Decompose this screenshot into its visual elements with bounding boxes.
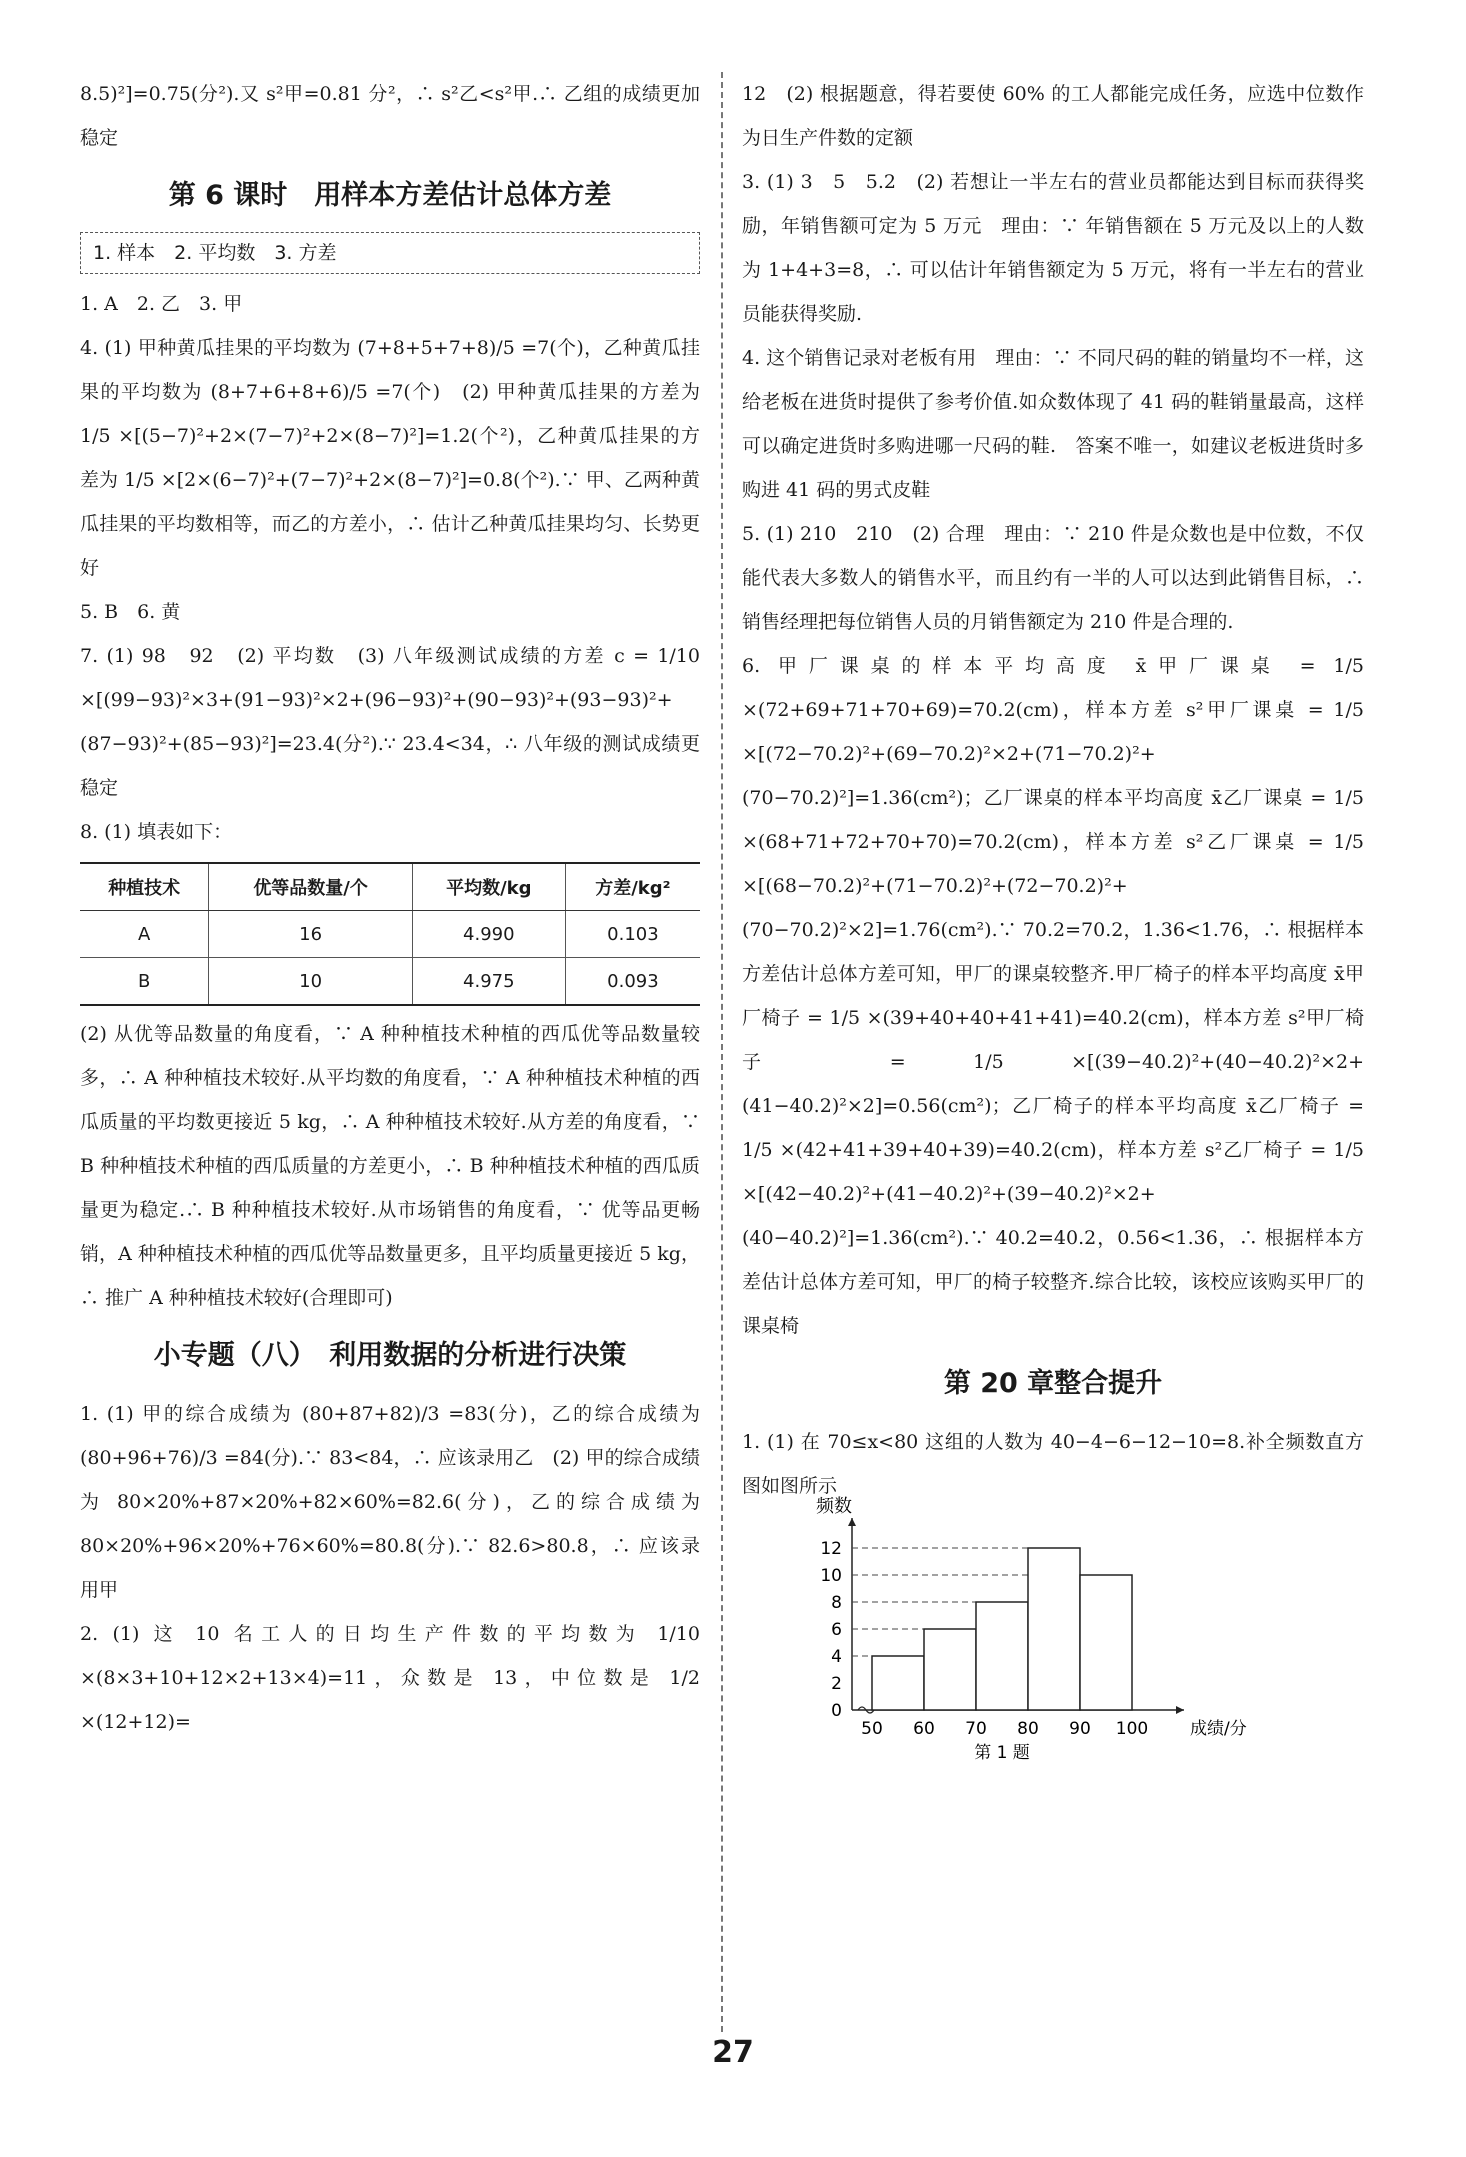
x-tick-label: 100 (1115, 1719, 1149, 1739)
answer-paragraph: 4. (1) 甲种黄瓜挂果的平均数为 (7+8+5+7+8)/5 =7(个)，乙种黄瓜挂果的平均数为 (8+7+6+8+6)/5 =7(个) (2) 甲种黄瓜挂果的方差为 1/5 ×[(5−7)²+2×(7−7)²+2×(8−7)²]=1.2(个²)，乙种黄瓜挂果的方差为 1/5 ×[2×(6−7)²+(7−7)²+2×(8−7)²]=0.8(个²).∵ 甲、乙两种黄瓜挂果的平均数相等，而乙的方差小，∴ 估计乙种黄瓜挂果均匀、长势更好 (80, 337, 700, 579)
right-column (742, 72, 1364, 1768)
y-tick-label: 8 (831, 1593, 842, 1613)
x-tick-label: 70 (965, 1719, 987, 1739)
left-column (80, 72, 700, 1744)
table-cell: B (80, 958, 209, 1006)
answer-paragraph: (2) 从优等品数量的角度看，∵ A 种种植技术种植的西瓜优等品数量较多，∴ A 种种植技术较好.从平均数的角度看，∵ A 种种植技术种植的西瓜质量的平均数更接近 5 kg，∴ A 种种植技术较好.从方差的角度看，∵ B 种种植技术种植的西瓜质量的方差更小，∴ B 种种植技术种植的西瓜质量更为稳定.∴ B 种种植技术较好.从市场销售的角度看，∵ 优等品更畅销，A 种种植技术种植的西瓜优等品数量更多，且平均质量更接近 5 kg，∴ 推广 A 种种植技术较好(合理即可) (80, 1023, 700, 1309)
x-tick-label: 50 (861, 1719, 883, 1739)
page-number: 27 (712, 2035, 754, 2070)
y-tick-label: 4 (831, 1647, 842, 1667)
answer-paragraph: 3. (1) 3 5 5.2 (2) 若想让一半左右的营业员都能达到目标而获得奖励，年销售额可定为 5 万元 理由：∵ 年销售额在 5 万元及以上的人数为 1+4+3=8，∴ 可以估计年销售额定为 5 万元，将有一半左右的营业员能获得奖励. (742, 171, 1364, 325)
y-tick-label: 2 (831, 1674, 842, 1694)
answer-paragraph: 1. (1) 甲的综合成绩为 (80+87+82)/3 =83(分)，乙的综合成绩为 (80+96+76)/3 =84(分).∵ 83<84，∴ 应该录用乙 (2) 甲的综合成绩为 80×20%+87×20%+82×60%=82.6(分)，乙的综合成绩为 80×20%+96×20%+76×60%=80.8(分).∵ 82.6>80.8，∴ 应该录用甲 (80, 1403, 700, 1601)
x-axis-arrow (1176, 1706, 1184, 1714)
figure-caption: 第 1 题 (974, 1743, 1030, 1763)
answer-paragraph: 7. (1) 98 92 (2) 平均数 (3) 八年级测试成绩的方差 c = 1/10 ×[(99−93)²×3+(91−93)²×2+(96−93)²+(90−93)²+(93−93)²+(87−93)²+(85−93)²]=23.4(分²).∵ 23.4<34，∴ 八年级的测试成绩更稳定 (80, 645, 700, 799)
table-cell: 0.103 (565, 911, 700, 958)
answer-paragraph: 4. 这个销售记录对老板有用 理由：∵ 不同尺码的鞋的销量均不一样，这给老板在进货时提供了参考价值.如众数体现了 41 码的鞋销量最高，这样可以确定进货时多购进哪一尺码的鞋. 答案不唯一，如建议老板进货时多购进 41 码的男式皮鞋 (742, 347, 1364, 501)
x-axis-title: 成绩/分 (1190, 1719, 1247, 1739)
table-cell: 16 (209, 911, 412, 958)
table-header-cell: 优等品数量/个 (209, 863, 412, 911)
planting-table (80, 862, 700, 1006)
answer-paragraph: 12 (2) 根据题意，得若要使 60% 的工人都能完成任务，应选中位数作为日生产件数的定额 (742, 83, 1364, 149)
table-header-cell: 方差/kg² (565, 863, 700, 911)
x-tick-label: 90 (1069, 1719, 1091, 1739)
table-cell: A (80, 911, 209, 958)
histogram-bar (924, 1629, 976, 1710)
answer-paragraph: 5. (1) 210 210 (2) 合理 理由：∵ 210 件是众数也是中位数，不仅能代表大多数人的销售水平，而且约有一半的人可以达到此销售目标，∴ 销售经理把每位销售人员的月销售额定为 210 件是合理的. (742, 523, 1364, 633)
x-tick-label: 80 (1017, 1719, 1039, 1739)
frequency-histogram (742, 1496, 1302, 1764)
table-header-cell: 种植技术 (80, 863, 209, 911)
y-tick-label: 10 (820, 1566, 842, 1586)
y-tick-label: 6 (831, 1620, 842, 1640)
answer-box: 1. 样本 2. 平均数 3. 方差 (80, 232, 700, 274)
continuation-paragraph: 8.5)²]=0.75(分²).又 s²甲=0.81 分²，∴ s²乙<s²甲.∴ 乙组的成绩更加稳定 (80, 83, 700, 149)
x-tick-label: 60 (913, 1719, 935, 1739)
table-cell: 10 (209, 958, 412, 1006)
y-tick-label: 12 (820, 1539, 842, 1559)
histogram-bar (1080, 1575, 1132, 1710)
histogram-bar (1028, 1548, 1080, 1710)
table-row (80, 958, 700, 1006)
column-divider (721, 72, 723, 2032)
table-header-cell: 平均数/kg (412, 863, 565, 911)
table-header-row (80, 863, 700, 911)
table-row (80, 911, 700, 958)
special-topic-title: 小专题（八） 利用数据的分析进行决策 (153, 1340, 627, 1371)
y-axis-title: 频数 (816, 1496, 852, 1517)
answer-paragraph: 8. (1) 填表如下： (80, 821, 233, 843)
y-axis-arrow (848, 1518, 856, 1526)
answer-paragraph: 5. B 6. 黄 (80, 601, 181, 623)
table-cell: 0.093 (565, 958, 700, 1006)
answer-paragraph: 1. A 2. 乙 3. 甲 (80, 293, 243, 315)
answer-paragraph: 6. 甲厂课桌的样本平均高度 x̄甲厂课桌 = 1/5 ×(72+69+71+70+69)=70.2(cm)，样本方差 s²甲厂课桌 = 1/5 ×[(72−70.2)²+(69−70.2)²×2+(71−70.2)²+(70−70.2)²]=1.36(cm²)；乙厂课桌的样本平均高度 x̄乙厂课桌 = 1/5 ×(68+71+72+70+70)=70.2(cm)，样本方差 s²乙厂课桌 = 1/5 ×[(68−70.2)²+(71−70.2)²+(72−70.2)²+(70−70.2)²×2]=1.76(cm²).∵ 70.2=70.2，1.36<1.76，∴ 根据样本方差估计总体方差可知，甲厂的课桌较整齐.甲厂椅子的样本平均高度 x̄甲厂椅子 = 1/5 ×(39+40+40+41+41)=40.2(cm)，样本方差 s²甲厂椅子 = 1/5 ×[(39−40.2)²+(40−40.2)²×2+(41−40.2)²×2]=0.56(cm²)；乙厂椅子的样本平均高度 x̄乙厂椅子 = 1/5 ×(42+41+39+40+39)=40.2(cm)，样本方差 s²乙厂椅子 = 1/5 ×[(42−40.2)²+(41−40.2)²+(39−40.2)²×2+(40−40.2)²]=1.36(cm²).∵ 40.2=40.2，0.56<1.36，∴ 根据样本方差估计总体方差可知，甲厂的椅子较整齐.综合比较，该校应该购买甲厂的课桌椅 (742, 655, 1364, 1337)
lesson-title: 第 6 课时 用样本方差估计总体方差 (168, 180, 612, 211)
table-cell: 4.990 (412, 911, 565, 958)
answer-paragraph: 1. (1) 在 70≤x<80 这组的人数为 40−4−6−12−10=8.补全频数直方图如图所示 (742, 1431, 1364, 1497)
table-cell: 4.975 (412, 958, 565, 1006)
answer-paragraph: 2. (1) 这 10 名工人的日均生产件数的平均数为 1/10 ×(8×3+10+12×2+13×4)=11，众数是 13，中位数是 1/2 ×(12+12)= (80, 1623, 700, 1733)
histogram-bar (976, 1602, 1028, 1710)
chapter-title: 第 20 章整合提升 (943, 1368, 1163, 1399)
y-tick-label: 0 (831, 1701, 842, 1721)
histogram-bar (872, 1656, 924, 1710)
histogram-figure (742, 1496, 1364, 1768)
